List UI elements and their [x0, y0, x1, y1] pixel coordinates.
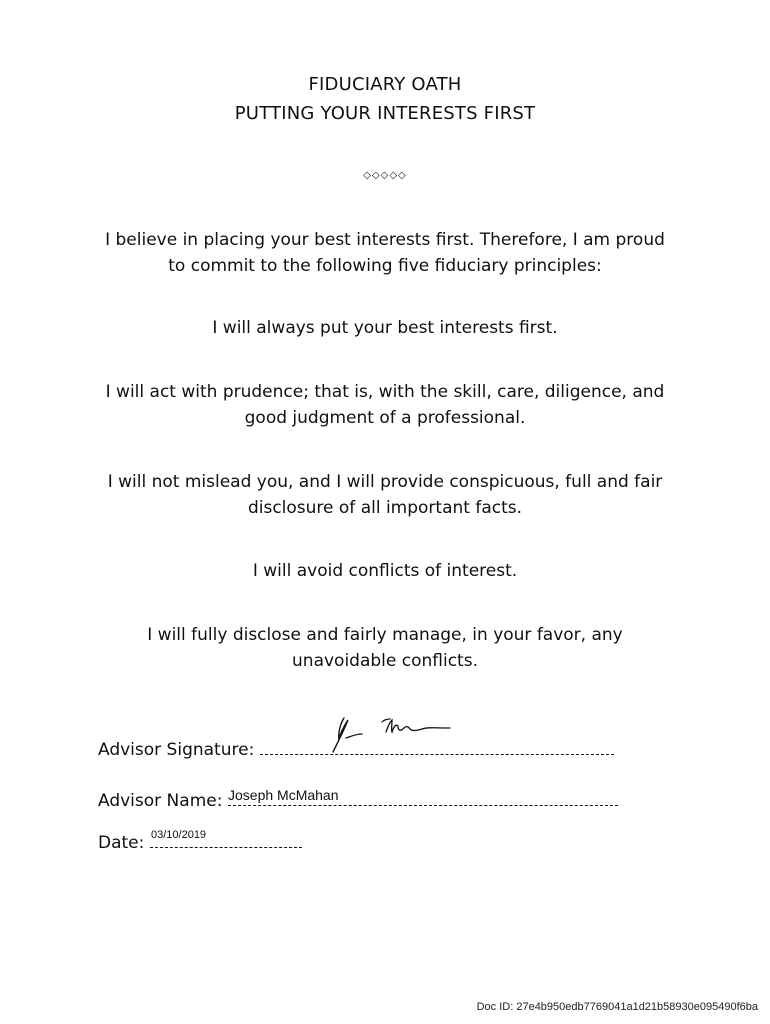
diamond-ornament-icon: ◇◇◇◇◇	[363, 170, 407, 181]
document-id: Doc ID: 27e4b950edb7769041a1d21b58930e095490f6ba	[476, 1001, 758, 1013]
principle-2: I will act with prudence; that is, with the skill, care, diligence, and good judgment of a professional.	[105, 382, 665, 428]
advisor-name-label: Advisor Name:	[98, 791, 223, 811]
principle-1: I will always put your best interests first.	[212, 318, 558, 338]
date-value: 03/10/2019	[151, 829, 207, 841]
intro-paragraph: I believe in placing your best interests first. Therefore, I am proud to commit to the following five fiduciary principles:	[105, 230, 665, 276]
principle-3: I will not mislead you, and I will provide conspicuous, full and fair disclosure of all important facts.	[107, 472, 663, 518]
principle-5: I will fully disclose and fairly manage, in your favor, any unavoidable conflicts.	[147, 625, 623, 671]
date-label: Date:	[98, 833, 145, 853]
advisor-name-value: Joseph McMahan	[228, 787, 339, 803]
advisor-name-field	[98, 789, 618, 813]
handwritten-signature	[330, 712, 455, 756]
page-title: FIDUCIARY OATH	[308, 74, 462, 95]
signature-label: Advisor Signature:	[98, 740, 255, 760]
principle-4: I will avoid conflicts of interest.	[252, 561, 518, 581]
page-subtitle: PUTTING YOUR INTERESTS FIRST	[234, 103, 536, 124]
